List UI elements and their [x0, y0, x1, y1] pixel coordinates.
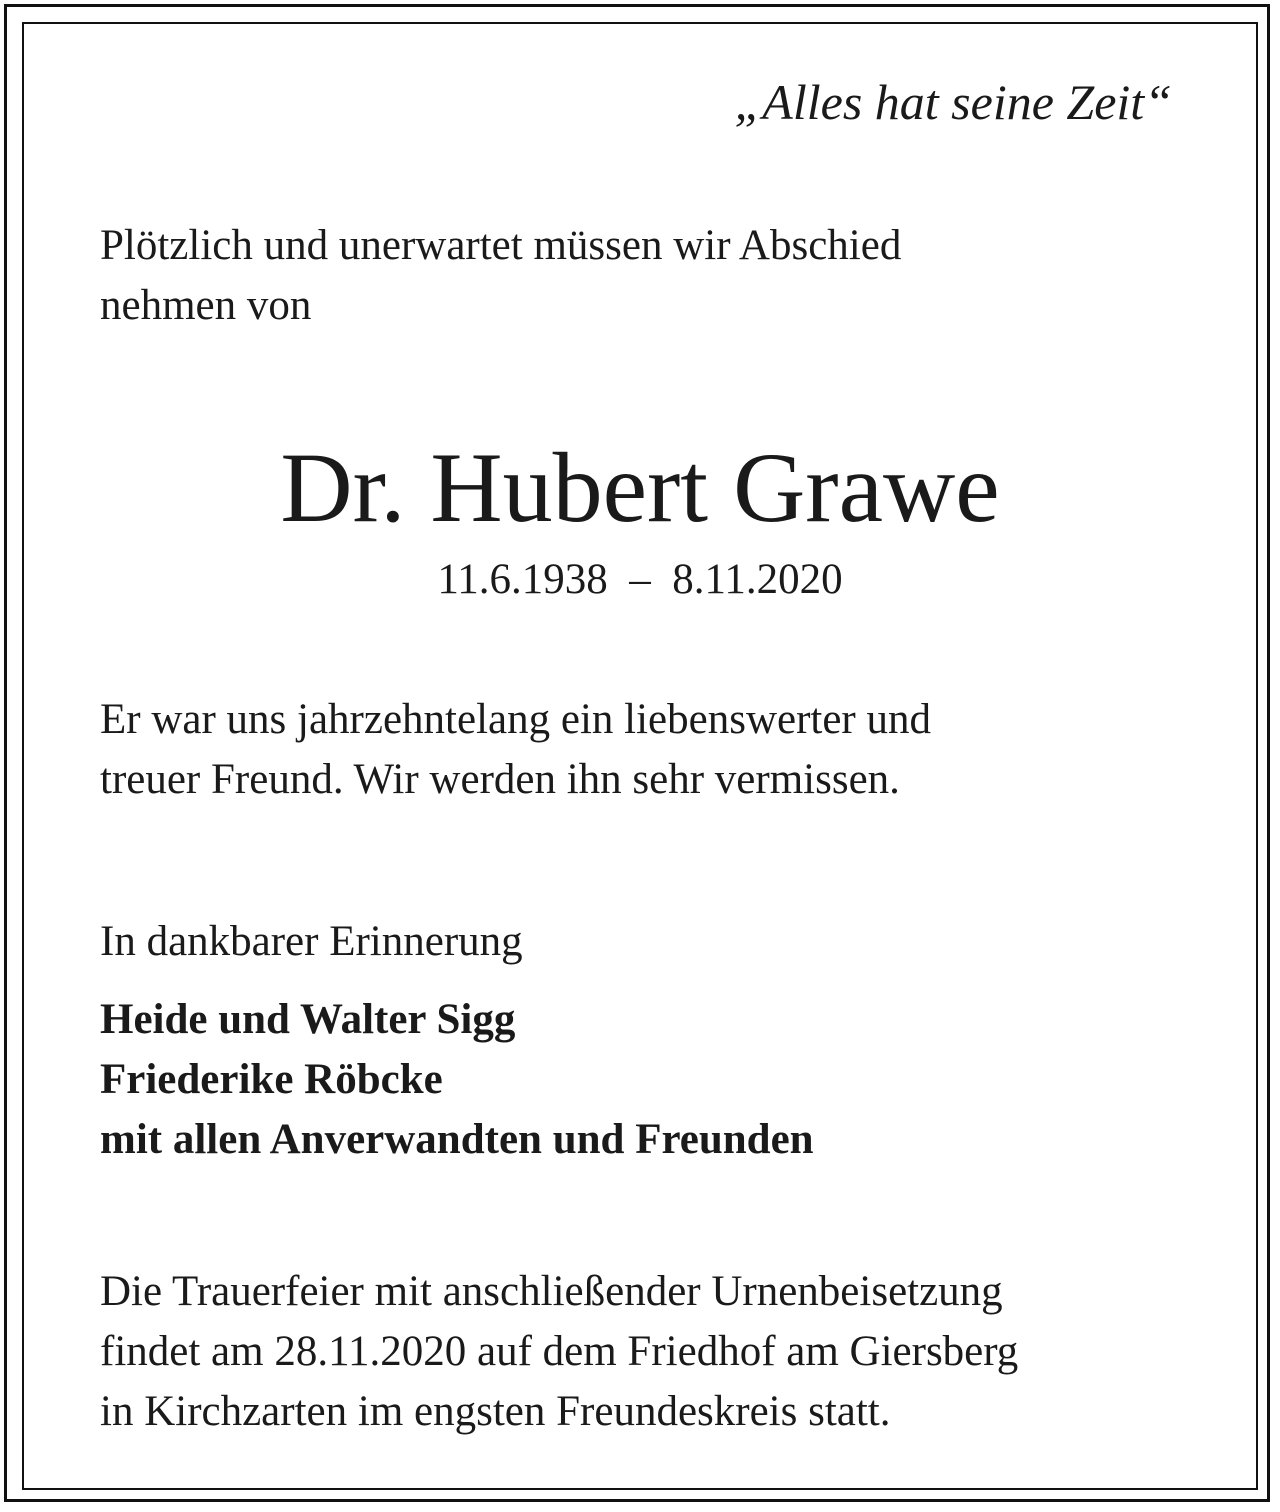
ceremony-line: findet am 28.11.2020 auf dem Friedhof am Giersberg [100, 1328, 1019, 1375]
death-date: 8.11.2020 [672, 556, 843, 603]
date-separator: – [629, 556, 651, 603]
memory-line: In dankbarer Erinnerung [100, 918, 523, 965]
ceremony-text [100, 1262, 1018, 1442]
tribute-line: Er war uns jahrzehntelang ein liebenswerter und [100, 696, 932, 743]
signer-line: mit allen Anverwandten und Freunden [100, 1116, 814, 1163]
motto-quote: „Alles hat seine Zeit“ [734, 74, 1172, 130]
tribute-text [100, 690, 931, 810]
ceremony-line: in Kirchzarten im engsten Freundeskreis statt. [100, 1388, 891, 1435]
signer-line: Friederike Röbcke [100, 1056, 443, 1103]
tribute-line: treuer Freund. Wir werden ihn sehr vermissen. [100, 756, 900, 803]
intro-line: Plötzlich und unerwartet müssen wir Abschied [100, 222, 902, 269]
intro-line: nehmen von [100, 282, 312, 329]
deceased-name: Dr. Hubert Grawe [280, 432, 1000, 543]
life-dates [0, 552, 1280, 608]
signers-list [100, 990, 814, 1170]
signer-line: Heide und Walter Sigg [100, 996, 516, 1043]
birth-date: 11.6.1938 [437, 556, 608, 603]
ceremony-line: Die Trauerfeier mit anschließender Urnenbeisetzung [100, 1268, 1003, 1315]
intro-text [100, 216, 901, 336]
